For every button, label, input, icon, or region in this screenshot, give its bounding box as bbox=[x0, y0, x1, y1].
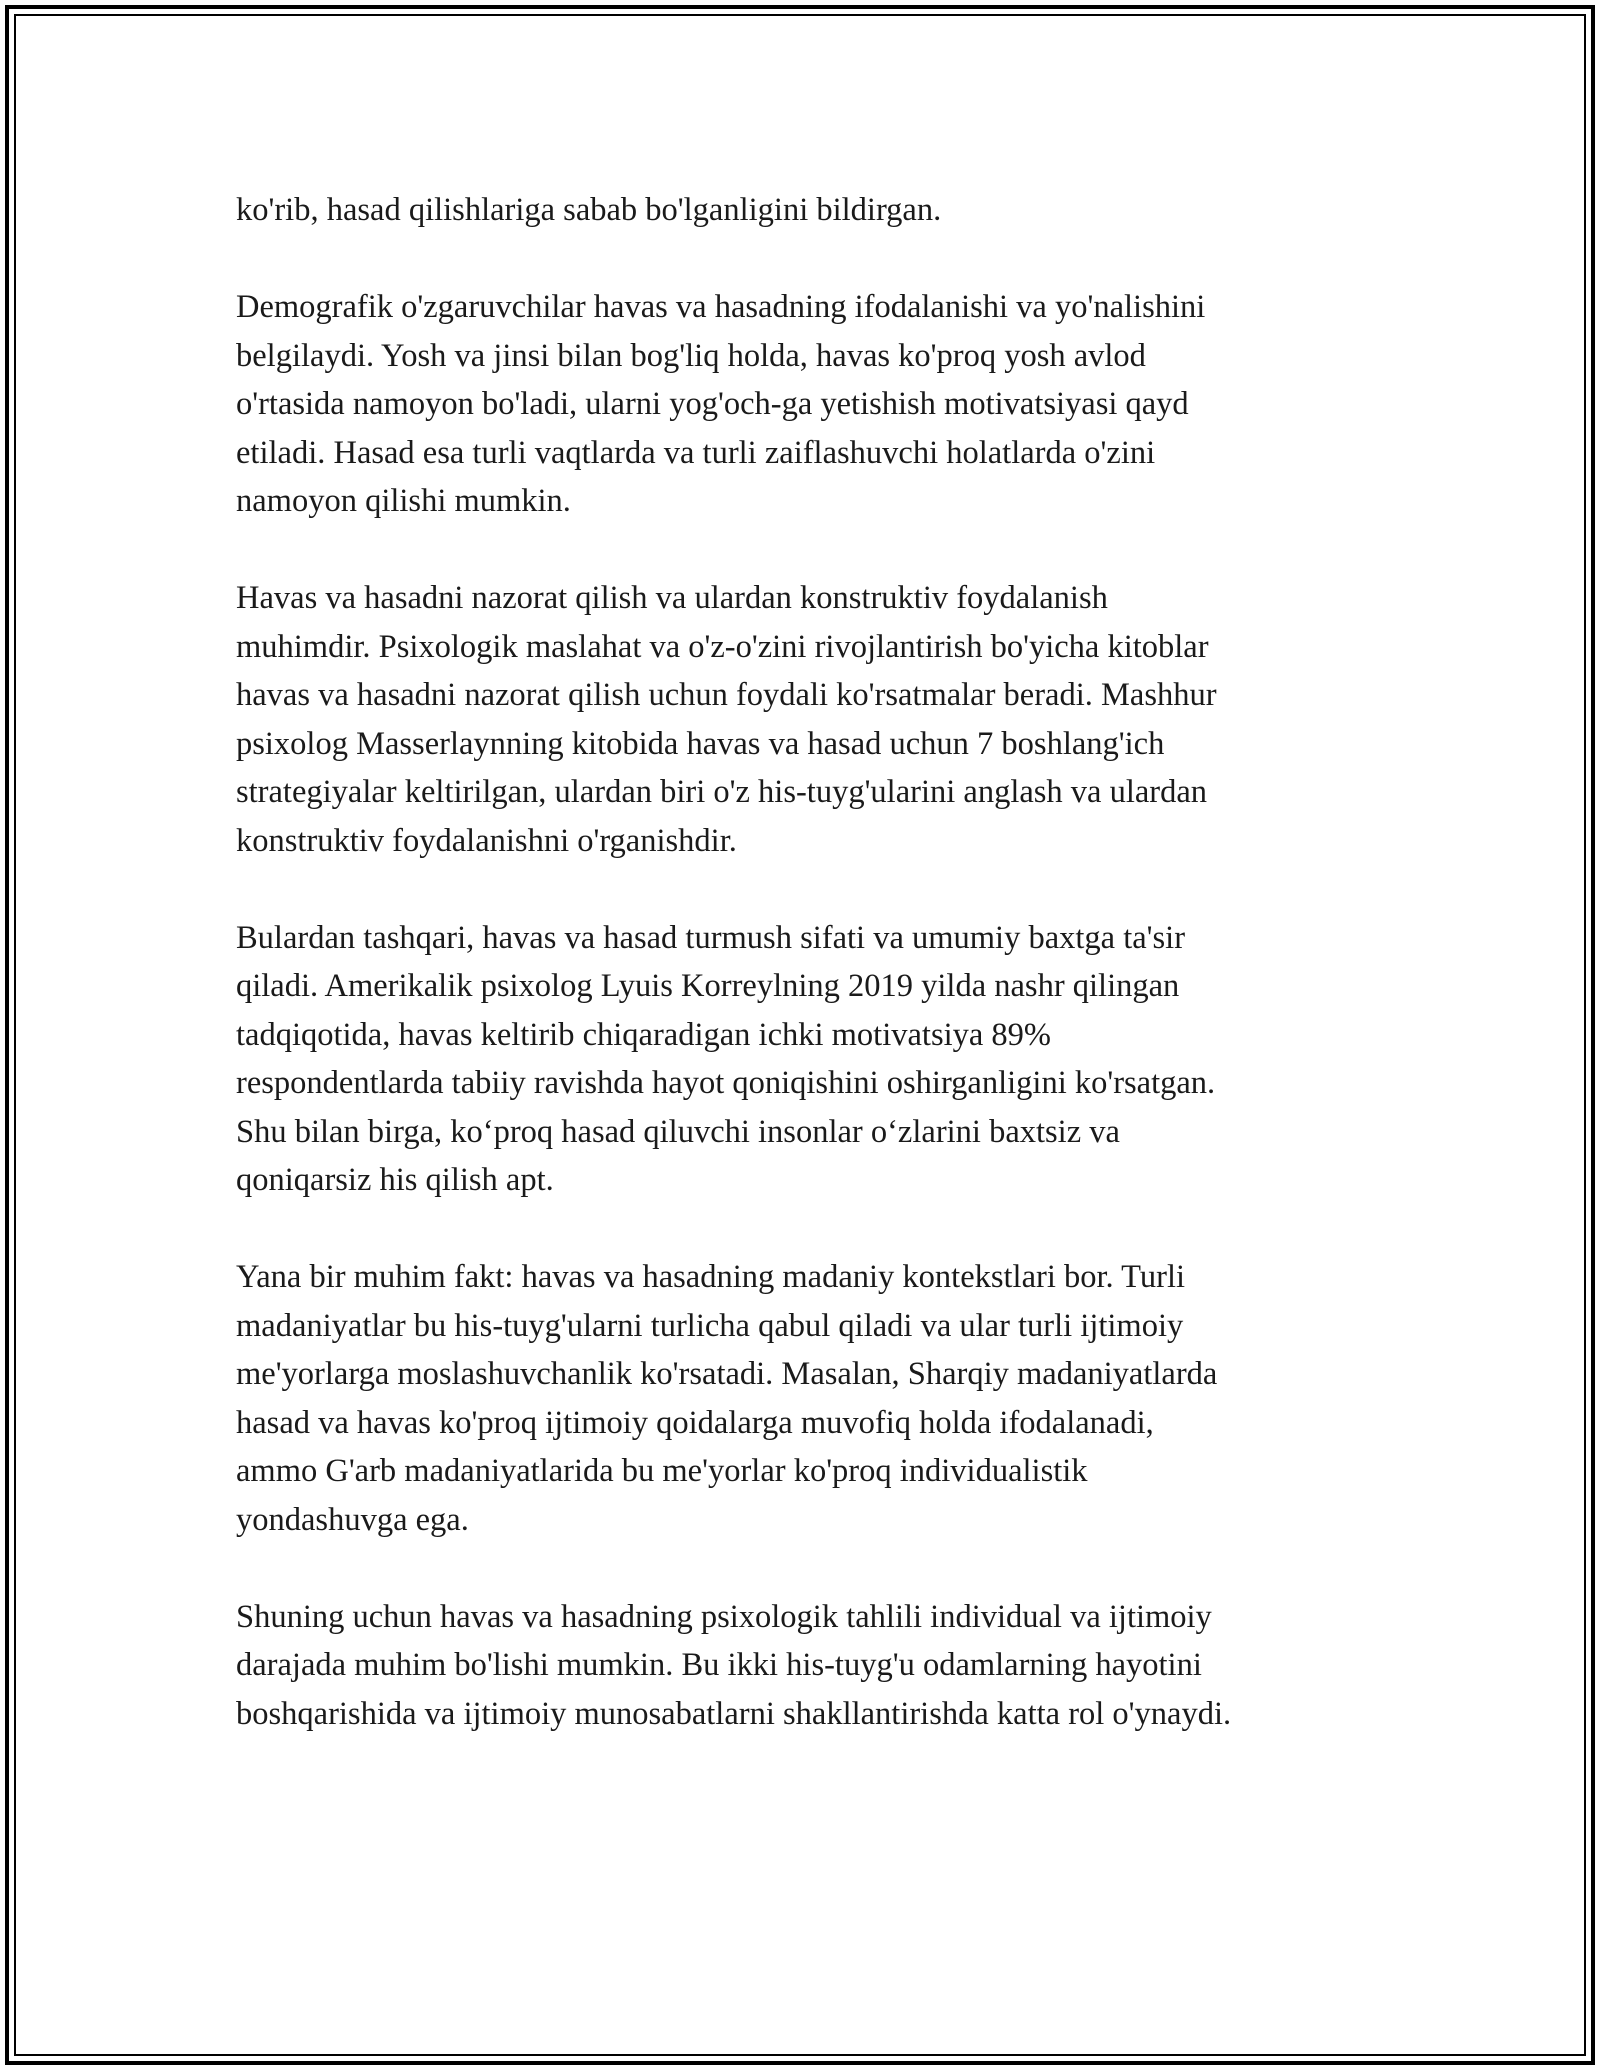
text-line: ko'rib, hasad qilishlariga sabab bo'lganligini bildirgan. bbox=[236, 192, 942, 228]
paragraph bbox=[236, 574, 1386, 865]
text-line: respondentlarda tabiiy ravishda hayot qoniqishini oshirganligini ko'rsatgan. bbox=[236, 1065, 1216, 1101]
text-line: me'yorlarga moslashuvchanlik ko'rsatadi. Masalan, Sharqiy madaniyatlarda bbox=[236, 1356, 1218, 1392]
text-line: namoyon qilishi mumkin. bbox=[236, 483, 571, 519]
text-line: muhimdir. Psixologik maslahat va o'z-o'zini rivojlantirish bo'yicha kitoblar bbox=[236, 628, 1209, 665]
paragraph bbox=[236, 1253, 1386, 1544]
document-body bbox=[236, 186, 1386, 1787]
text-line: madaniyatlar bu his-tuyg'ularni turlicha qabul qiladi va ular turli ijtimoiy bbox=[236, 1307, 1184, 1344]
text-line: o'rtasida namoyon bo'ladi, ularni yog'och-ga yetishish motivatsiyasi qayd bbox=[236, 386, 1189, 422]
text-line: boshqarishida va ijtimoiy munosabatlarni shakllantirishda katta rol o'ynaydi. bbox=[236, 1695, 1232, 1732]
text-line: Shu bilan birga, ko‘proq hasad qiluvchi insonlar o‘zlarini baxtsiz va bbox=[236, 1113, 1120, 1150]
text-line: etiladi. Hasad esa turli vaqtlarda va turli zaiflashuvchi holatlarda o'zini bbox=[236, 434, 1156, 471]
paragraph bbox=[236, 283, 1386, 526]
text-line: strategiyalar keltirilgan, ulardan biri o'z his-tuyg'ularini anglash va ulardan bbox=[236, 774, 1208, 810]
text-line: Yana bir muhim fakt: havas va hasadning madaniy kontekstlari bor. Turli bbox=[236, 1259, 1186, 1295]
text-line: belgilaydi. Yosh va jinsi bilan bog'liq holda, havas ko'proq yosh avlod bbox=[236, 337, 1146, 374]
text-line: yondashuvga ega. bbox=[236, 1501, 469, 1538]
paragraph bbox=[236, 186, 1386, 235]
text-line: qiladi. Amerikalik psixolog Lyuis Korreylning 2019 yilda nashr qilingan bbox=[236, 968, 1180, 1004]
paragraph bbox=[236, 1593, 1386, 1739]
text-line: darajada muhim bo'lishi mumkin. Bu ikki his-tuyg'u odamlarning hayotini bbox=[236, 1647, 1202, 1683]
text-line: Demografik o'zgaruvchilar havas va hasadning ifodalanishi va yo'nalishini bbox=[236, 289, 1206, 325]
text-line: Bulardan tashqari, havas va hasad turmush sifati va umumiy baxtga ta'sir bbox=[236, 919, 1186, 956]
text-line: havas va hasadni nazorat qilish uchun foydali ko'rsatmalar beradi. Mashhur bbox=[236, 677, 1217, 713]
paragraph bbox=[236, 914, 1386, 1205]
text-line: psixolog Masserlaynning kitobida havas va hasad uchun 7 boshlang'ich bbox=[236, 725, 1165, 762]
text-line: Havas va hasadni nazorat qilish va ulardan konstruktiv foydalanish bbox=[236, 580, 1108, 616]
text-line: tadqiqotida, havas keltirib chiqaradigan ichki motivatsiya 89% bbox=[236, 1016, 1051, 1053]
text-line: ammo G'arb madaniyatlarida bu me'yorlar ko'proq individualistik bbox=[236, 1453, 1088, 1489]
text-line: Shuning uchun havas va hasadning psixologik tahlili individual va ijtimoiy bbox=[236, 1598, 1212, 1635]
text-line: hasad va havas ko'proq ijtimoiy qoidalarga muvofiq holda ifodalanadi, bbox=[236, 1404, 1154, 1441]
text-line: qoniqarsiz his qilish apt. bbox=[236, 1162, 554, 1198]
text-line: konstruktiv foydalanishni o'rganishdir. bbox=[236, 822, 737, 859]
